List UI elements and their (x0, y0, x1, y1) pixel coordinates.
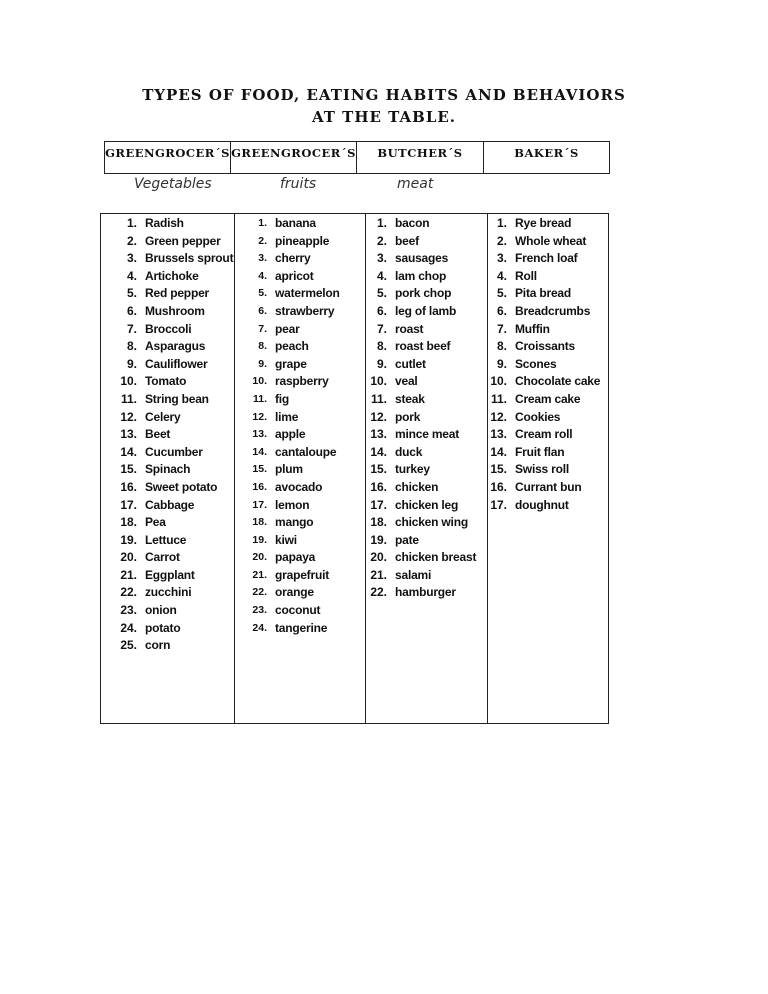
list-item (235, 620, 365, 638)
list-item-number: 14. (120, 444, 137, 459)
subheading-meat: meat (397, 176, 434, 192)
list-item-text: tangerine (275, 620, 328, 635)
list-item-number: 4. (126, 268, 137, 283)
list-item (488, 373, 608, 391)
list-item-number: 24. (252, 621, 267, 634)
list-item (488, 461, 608, 479)
list-item-text: Whole wheat (515, 233, 587, 248)
list-item-text: Carrot (145, 550, 180, 565)
list-item-number: 21. (252, 568, 267, 581)
list-item (366, 303, 487, 321)
list-item (366, 426, 487, 444)
list-item-number: 22. (252, 586, 267, 599)
list-item-number: 15. (120, 462, 137, 477)
list-item-number: 25. (120, 638, 137, 653)
list-item-number: 9. (376, 356, 387, 371)
list-item (366, 532, 487, 550)
list-item-number: 24. (120, 620, 137, 635)
list-item-number: 2. (126, 233, 137, 248)
list-item-number: 14. (490, 444, 507, 459)
list-item (101, 233, 234, 251)
list-item-text: Scones (515, 356, 557, 371)
header-greengrocer-vegetables: GREENGROCER´S (105, 142, 231, 173)
list-item-number: 6. (126, 303, 137, 318)
list-item-text: duck (395, 444, 423, 459)
list-item-number: 1. (258, 217, 267, 229)
list-item-text: chicken breast (395, 550, 477, 565)
list-item-text: cantaloupe (275, 444, 337, 459)
list-item-text: chicken wing (395, 515, 468, 530)
list-item-number: 12. (490, 409, 507, 424)
list-item-number: 11. (120, 391, 137, 406)
meat-column (366, 214, 488, 723)
list-item-number: 5. (258, 287, 267, 300)
list-item (101, 514, 234, 532)
list-item (488, 409, 608, 427)
list-item-number: 17. (370, 497, 387, 512)
list-item-text: Cookies (515, 409, 561, 424)
list-item-number: 19. (370, 532, 387, 547)
subheading-vegetables: Vegetables (134, 176, 212, 192)
list-item-text: Red pepper (145, 286, 210, 301)
list-item-number: 23. (120, 603, 137, 618)
list-item-number: 6. (496, 303, 507, 318)
list-item-number: 17. (252, 498, 267, 511)
list-item-text: Swiss roll (515, 462, 570, 477)
list-item (235, 373, 365, 391)
list-item-text: doughnut (515, 497, 569, 512)
list-item-number: 1. (126, 216, 137, 230)
list-item-number: 6. (376, 303, 387, 318)
list-item-number: 9. (496, 356, 507, 371)
list-item-text: salami (395, 567, 432, 582)
list-item-number: 2. (496, 233, 507, 248)
list-item-number: 17. (490, 497, 507, 512)
list-item-text: peach (275, 339, 309, 354)
list-item (366, 549, 487, 567)
list-item-text: String bean (145, 391, 209, 406)
list-item-number: 4. (496, 268, 507, 283)
title-line-2: AT THE TABLE. (311, 108, 457, 126)
list-item (235, 567, 365, 585)
list-item-number: 14. (370, 444, 387, 459)
list-item-number: 16. (252, 480, 267, 493)
list-item (101, 338, 234, 356)
list-item (101, 461, 234, 479)
list-item-text: Lettuce (145, 532, 187, 547)
header-greengrocer-fruits: GREENGROCER´S (231, 142, 357, 173)
header-table (104, 141, 610, 174)
list-item-text: Croissants (515, 339, 576, 354)
list-item-text: kiwi (275, 532, 297, 547)
list-item (101, 549, 234, 567)
list-item (366, 321, 487, 339)
list-item-text: veal (395, 374, 418, 389)
fruits-column (235, 214, 366, 723)
list-item (101, 532, 234, 550)
list-item-text: Spinach (145, 462, 191, 477)
list-item-number: 3. (258, 252, 267, 265)
list-item-text: Roll (515, 268, 537, 283)
list-item (101, 321, 234, 339)
list-item-text: French loaf (515, 251, 578, 266)
list-item-number: 3. (496, 251, 507, 266)
list-item-text: orange (275, 585, 314, 600)
list-item-number: 20. (252, 551, 267, 564)
list-item-text: bacon (395, 216, 430, 230)
list-item-text: Artichoke (145, 268, 199, 283)
list-item-number: 10. (490, 374, 507, 389)
list-item-number: 18. (120, 515, 137, 530)
list-item (366, 461, 487, 479)
list-item (235, 303, 365, 321)
list-item-text: strawberry (275, 303, 335, 318)
list-item-text: Muffin (515, 321, 550, 336)
list-item (488, 268, 608, 286)
list-item-number: 6. (258, 304, 267, 317)
list-item-number: 3. (126, 251, 137, 266)
list-item-text: hamburger (395, 585, 456, 600)
list-item (235, 233, 365, 251)
list-item-text: Asparagus (145, 339, 206, 354)
list-item (235, 426, 365, 444)
list-item-text: Sweet potato (145, 479, 218, 494)
list-item (101, 637, 234, 655)
list-item (488, 391, 608, 409)
list-item-number: 7. (258, 322, 267, 335)
list-item-text: pork chop (395, 286, 452, 301)
list-item-number: 1. (376, 216, 387, 230)
list-item (366, 584, 487, 602)
list-item (101, 602, 234, 620)
list-item-number: 5. (496, 286, 507, 301)
list-item-text: avocado (275, 479, 323, 494)
bakery-column (488, 214, 608, 723)
list-item (366, 285, 487, 303)
list-item-number: 2. (376, 233, 387, 248)
list-item (366, 479, 487, 497)
list-item (366, 356, 487, 374)
list-item-text: Pita bread (515, 286, 572, 301)
list-item (235, 215, 365, 233)
list-item-text: chicken leg (395, 497, 459, 512)
list-item-number: 13. (120, 427, 137, 442)
list-item (235, 285, 365, 303)
list-item-number: 16. (120, 479, 137, 494)
list-item-text: Pea (145, 515, 166, 530)
list-item (235, 391, 365, 409)
list-item-number: 8. (376, 339, 387, 354)
list-item-number: 23. (252, 604, 267, 617)
list-item-text: Chocolate cake (515, 374, 601, 389)
list-item-number: 8. (258, 340, 267, 353)
list-item (366, 250, 487, 268)
header-butcher: BUTCHER´S (357, 142, 484, 173)
list-item-text: pineapple (275, 233, 330, 248)
list-item-text: Cauliflower (145, 356, 208, 371)
list-item-number: 22. (370, 585, 387, 600)
list-item (366, 497, 487, 515)
list-item-number: 15. (252, 463, 267, 476)
subheading-fruits: fruits (280, 176, 317, 192)
list-item (366, 268, 487, 286)
list-item (101, 620, 234, 638)
list-item (366, 444, 487, 462)
vegetables-column (101, 214, 235, 723)
title-line-1: TYPES OF FOOD, EATING HABITS AND BEHAVIORS (142, 86, 626, 104)
list-item-text: cherry (275, 251, 311, 266)
list-item-text: lam chop (395, 268, 447, 283)
list-item-text: Tomato (145, 374, 187, 389)
list-item-text: grapefruit (275, 567, 330, 582)
list-item-number: 13. (252, 428, 267, 441)
list-item (488, 338, 608, 356)
list-item-text: apple (275, 427, 306, 442)
list-item (235, 250, 365, 268)
list-item-number: 11. (490, 391, 507, 406)
list-item-number: 22. (120, 585, 137, 600)
list-item-text: pork (395, 409, 421, 424)
list-item (101, 268, 234, 286)
list-item-number: 1. (496, 216, 507, 230)
list-item (101, 444, 234, 462)
list-item-text: Currant bun (515, 479, 582, 494)
list-item-text: Green pepper (145, 233, 221, 248)
list-item (101, 497, 234, 515)
list-item-number: 5. (376, 286, 387, 301)
list-item-number: 16. (370, 479, 387, 494)
list-item (235, 584, 365, 602)
page-title (100, 84, 668, 128)
list-item-number: 13. (490, 427, 507, 442)
list-item-number: 13. (370, 427, 387, 442)
list-item-number: 9. (258, 357, 267, 370)
list-item-number: 10. (370, 374, 387, 389)
list-item-text: Celery (145, 409, 181, 424)
list-item-text: lemon (275, 497, 310, 512)
list-item (101, 426, 234, 444)
list-item (488, 444, 608, 462)
list-item (488, 285, 608, 303)
list-item (235, 497, 365, 515)
list-item-text: pate (395, 532, 419, 547)
list-item-text: Cucumber (145, 444, 203, 459)
list-item-number: 5. (126, 286, 137, 301)
list-item (366, 391, 487, 409)
list-item (235, 444, 365, 462)
list-item (235, 461, 365, 479)
list-item (488, 303, 608, 321)
list-item (101, 409, 234, 427)
list-item-text: coconut (275, 603, 321, 618)
list-item-number: 20. (370, 550, 387, 565)
food-list-table (100, 213, 609, 724)
list-item (101, 584, 234, 602)
list-item-number: 15. (490, 462, 507, 477)
list-item-text: Cabbage (145, 497, 195, 512)
list-item-text: papaya (275, 550, 316, 565)
list-item (235, 268, 365, 286)
list-item-number: 10. (252, 375, 267, 388)
list-item (235, 321, 365, 339)
list-item-text: Cream cake (515, 391, 581, 406)
list-item-text: grape (275, 356, 307, 371)
list-item-text: Broccoli (145, 321, 192, 336)
list-item (101, 356, 234, 374)
list-item-number: 11. (252, 392, 267, 405)
list-item (366, 233, 487, 251)
list-item (366, 514, 487, 532)
list-item-text: Rye bread (515, 216, 572, 230)
list-item (366, 338, 487, 356)
list-item-number: 10. (120, 374, 137, 389)
list-item-text: pear (275, 321, 300, 336)
list-item-text: fig (275, 391, 290, 406)
list-item (488, 233, 608, 251)
list-item-number: 8. (126, 339, 137, 354)
list-item-text: watermelon (275, 286, 340, 301)
list-item-text: sausages (395, 251, 449, 266)
list-item (366, 409, 487, 427)
list-item-number: 19. (120, 532, 137, 547)
list-item-text: cutlet (395, 356, 426, 371)
list-item (488, 250, 608, 268)
header-baker: BAKER´S (514, 146, 579, 160)
list-item-number: 17. (120, 497, 137, 512)
list-item (488, 497, 608, 515)
list-item (366, 215, 487, 233)
list-item-text: Beet (145, 427, 171, 442)
list-item-number: 11. (370, 391, 387, 406)
list-item (235, 532, 365, 550)
list-item (488, 321, 608, 339)
list-item-text: beef (395, 233, 419, 248)
list-item (488, 215, 608, 233)
list-item-number: 21. (120, 567, 137, 582)
list-item-text: Brussels sprout (145, 251, 234, 266)
list-item (101, 250, 234, 268)
list-item-text: raspberry (275, 374, 329, 389)
list-item-number: 21. (370, 567, 387, 582)
list-item-number: 9. (126, 356, 137, 371)
list-item (366, 373, 487, 391)
list-item (235, 409, 365, 427)
list-item-text: lime (275, 409, 299, 424)
list-item (101, 391, 234, 409)
list-item-text: mince meat (395, 427, 460, 442)
list-item-number: 2. (258, 234, 267, 247)
list-item-number: 8. (496, 339, 507, 354)
list-item (101, 303, 234, 321)
list-item-number: 16. (490, 479, 507, 494)
list-item-number: 12. (370, 409, 387, 424)
list-item-number: 20. (120, 550, 137, 565)
list-item-number: 19. (252, 533, 267, 546)
list-item (235, 479, 365, 497)
list-item-text: corn (145, 638, 171, 653)
list-item-number: 18. (252, 516, 267, 529)
list-item-text: Fruit flan (515, 444, 565, 459)
list-item (366, 567, 487, 585)
list-item-text: Breadcrumbs (515, 303, 591, 318)
list-item-number: 12. (120, 409, 137, 424)
list-item (101, 215, 234, 233)
list-item-number: 14. (252, 445, 267, 458)
list-item-text: Eggplant (145, 567, 195, 582)
list-item-text: Radish (145, 216, 184, 230)
list-item (235, 356, 365, 374)
list-item-number: 12. (252, 410, 267, 423)
list-item-text: banana (275, 216, 316, 230)
list-item-number: 3. (376, 251, 387, 266)
list-item (101, 373, 234, 391)
list-item-number: 15. (370, 462, 387, 477)
list-item-text: steak (395, 391, 425, 406)
list-item-number: 7. (126, 321, 137, 336)
list-item-text: potato (145, 620, 181, 635)
list-item-text: onion (145, 603, 177, 618)
list-item (101, 567, 234, 585)
list-item (488, 356, 608, 374)
list-item (235, 602, 365, 620)
list-item-text: apricot (275, 268, 314, 283)
list-item-text: roast (395, 321, 424, 336)
list-item-number: 7. (376, 321, 387, 336)
list-item (101, 285, 234, 303)
list-item-number: 4. (258, 269, 267, 282)
list-item-number: 7. (496, 321, 507, 336)
list-item-text: leg of lamb (395, 303, 457, 318)
list-item-text: chicken (395, 479, 439, 494)
list-item-text: zucchini (145, 585, 192, 600)
list-item (488, 479, 608, 497)
list-item-text: roast beef (395, 339, 451, 354)
list-item (488, 426, 608, 444)
list-item-text: mango (275, 515, 314, 530)
list-item (235, 549, 365, 567)
list-item (235, 338, 365, 356)
list-item-text: Cream roll (515, 427, 573, 442)
list-item-text: turkey (395, 462, 430, 477)
list-item-text: plum (275, 462, 303, 477)
list-item-text: Mushroom (145, 303, 205, 318)
list-item-number: 18. (370, 515, 387, 530)
list-item (235, 514, 365, 532)
list-item-number: 4. (376, 268, 387, 283)
list-item (101, 479, 234, 497)
